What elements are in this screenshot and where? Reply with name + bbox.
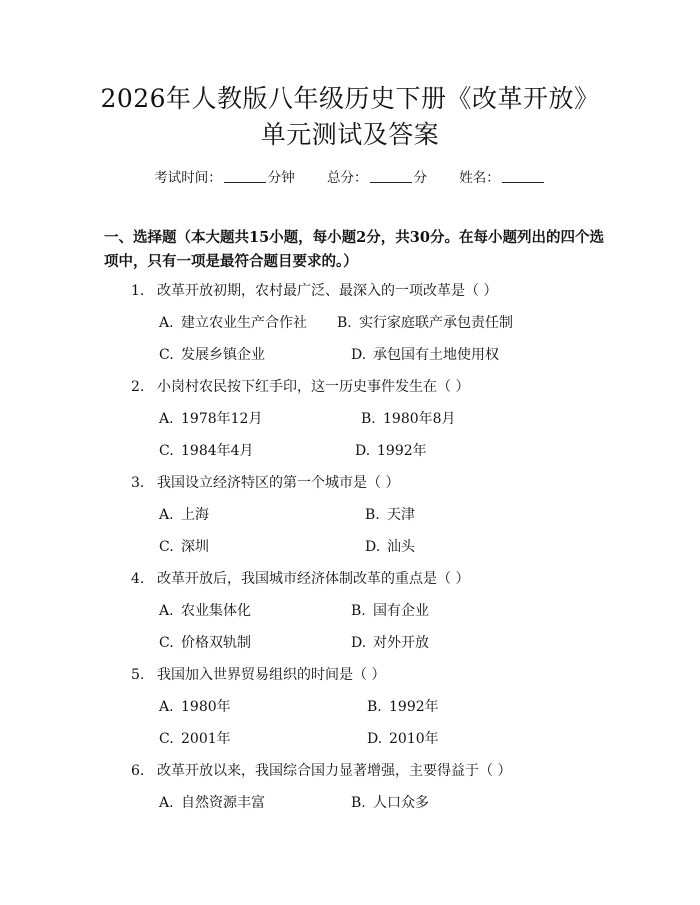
option-6b [351, 793, 429, 813]
option-letter: A. [159, 507, 174, 523]
question-3 [131, 473, 399, 493]
option-1c [159, 345, 265, 365]
option-5b [367, 697, 439, 717]
option-letter: C. [159, 539, 174, 555]
option-letter: A. [159, 603, 174, 619]
student-name-field [459, 168, 546, 188]
option-letter: A. [159, 699, 174, 715]
option-letter: D. [365, 539, 381, 555]
question-number: 4. [131, 571, 145, 587]
option-1b [337, 313, 513, 333]
option-text: 自然资源丰富 [181, 795, 265, 811]
option-3d [365, 537, 415, 557]
option-text: 1984年4月 [181, 443, 254, 459]
option-text: 2001年 [181, 731, 231, 747]
option-2c [159, 441, 254, 461]
exam-info-row [0, 168, 700, 188]
option-letter: A. [159, 411, 174, 427]
option-text: 承包国有土地使用权 [373, 347, 499, 363]
option-2b [361, 409, 456, 429]
option-letter: C. [159, 731, 174, 747]
option-text: 汕头 [387, 539, 415, 555]
option-text: 1980年 [181, 699, 231, 715]
question-stem: 改革开放初期，农村最广泛、最深入的一项改革是（ ） [157, 283, 498, 299]
option-text: 农业集体化 [181, 603, 251, 619]
option-text: 实行家庭联产承包责任制 [359, 315, 513, 331]
question-2 [131, 377, 469, 397]
option-text: 1980年8月 [383, 411, 456, 427]
option-letter: A. [159, 795, 174, 811]
option-letter: D. [351, 347, 367, 363]
option-1a [159, 313, 307, 333]
question-number: 6. [131, 763, 145, 779]
option-4c [159, 633, 251, 653]
question-1 [131, 281, 497, 301]
option-letter: C. [159, 443, 174, 459]
document-title-line-2: 单元测试及答案 [260, 120, 440, 149]
option-3a [159, 505, 209, 525]
student-name-blank [502, 168, 544, 183]
option-text: 上海 [181, 507, 209, 523]
total-score-blank [370, 168, 412, 183]
option-letter: B. [337, 315, 352, 331]
question-number: 5. [131, 667, 145, 683]
option-text: 国有企业 [373, 603, 429, 619]
total-score-unit: 分 [413, 170, 427, 186]
option-text: 价格双轨制 [181, 635, 251, 651]
option-letter: C. [159, 635, 174, 651]
question-5 [131, 665, 385, 685]
option-4d [351, 633, 429, 653]
option-text: 1992年 [377, 443, 427, 459]
option-5d [367, 729, 439, 749]
option-letter: B. [367, 699, 382, 715]
option-letter: B. [351, 795, 366, 811]
question-stem: 改革开放以来，我国综合国力显著增强，主要得益于（ ） [157, 763, 512, 779]
option-3c [159, 537, 209, 557]
total-score-label: 总分： [327, 170, 368, 186]
question-number: 3. [131, 475, 145, 491]
option-5a [159, 697, 231, 717]
student-name-label: 姓名： [459, 170, 500, 186]
option-text: 人口众多 [373, 795, 429, 811]
option-letter: B. [351, 603, 366, 619]
section-heading-multiple-choice: 一、选择题（本大题共15小题，每小题2分，共30分。在每小题列出的四个选项中，只有一项是最符合题目要求的。） [104, 229, 604, 270]
option-5c [159, 729, 231, 749]
question-stem: 我国设立经济特区的第一个城市是（ ） [157, 475, 400, 491]
option-letter: B. [365, 507, 380, 523]
question-stem: 小岗村农民按下红手印，这一历史事件发生在（ ） [157, 379, 470, 395]
question-stem: 改革开放后，我国城市经济体制改革的重点是（ ） [157, 571, 470, 587]
option-text: 天津 [387, 507, 415, 523]
option-text: 发展乡镇企业 [181, 347, 265, 363]
option-letter: D. [355, 443, 371, 459]
option-text: 对外开放 [373, 635, 429, 651]
option-text: 深圳 [181, 539, 209, 555]
exam-time-blank [224, 168, 266, 183]
option-text: 1978年12月 [181, 411, 263, 427]
option-text: 2010年 [389, 731, 439, 747]
option-4b [351, 601, 429, 621]
option-4a [159, 601, 251, 621]
option-3b [365, 505, 415, 525]
option-6a [159, 793, 265, 813]
option-text: 1992年 [389, 699, 439, 715]
option-letter: D. [351, 635, 367, 651]
exam-time-field [154, 168, 295, 188]
option-letter: B. [361, 411, 376, 427]
question-number: 2. [131, 379, 145, 395]
option-letter: D. [367, 731, 383, 747]
question-6 [131, 761, 511, 781]
question-number: 1. [131, 283, 145, 299]
exam-time-label: 考试时间： [154, 170, 222, 186]
option-text: 建立农业生产合作社 [181, 315, 307, 331]
option-2a [159, 409, 262, 429]
option-2d [355, 441, 427, 461]
option-1d [351, 345, 499, 365]
option-letter: C. [159, 347, 174, 363]
option-letter: A. [159, 315, 174, 331]
question-stem: 我国加入世界贸易组织的时间是（ ） [157, 667, 386, 683]
question-4 [131, 569, 469, 589]
document-title-line-1: 2026年人教版八年级历史下册《改革开放》 [100, 84, 600, 113]
total-score-field [327, 168, 427, 188]
exam-time-unit: 分钟 [267, 170, 295, 186]
